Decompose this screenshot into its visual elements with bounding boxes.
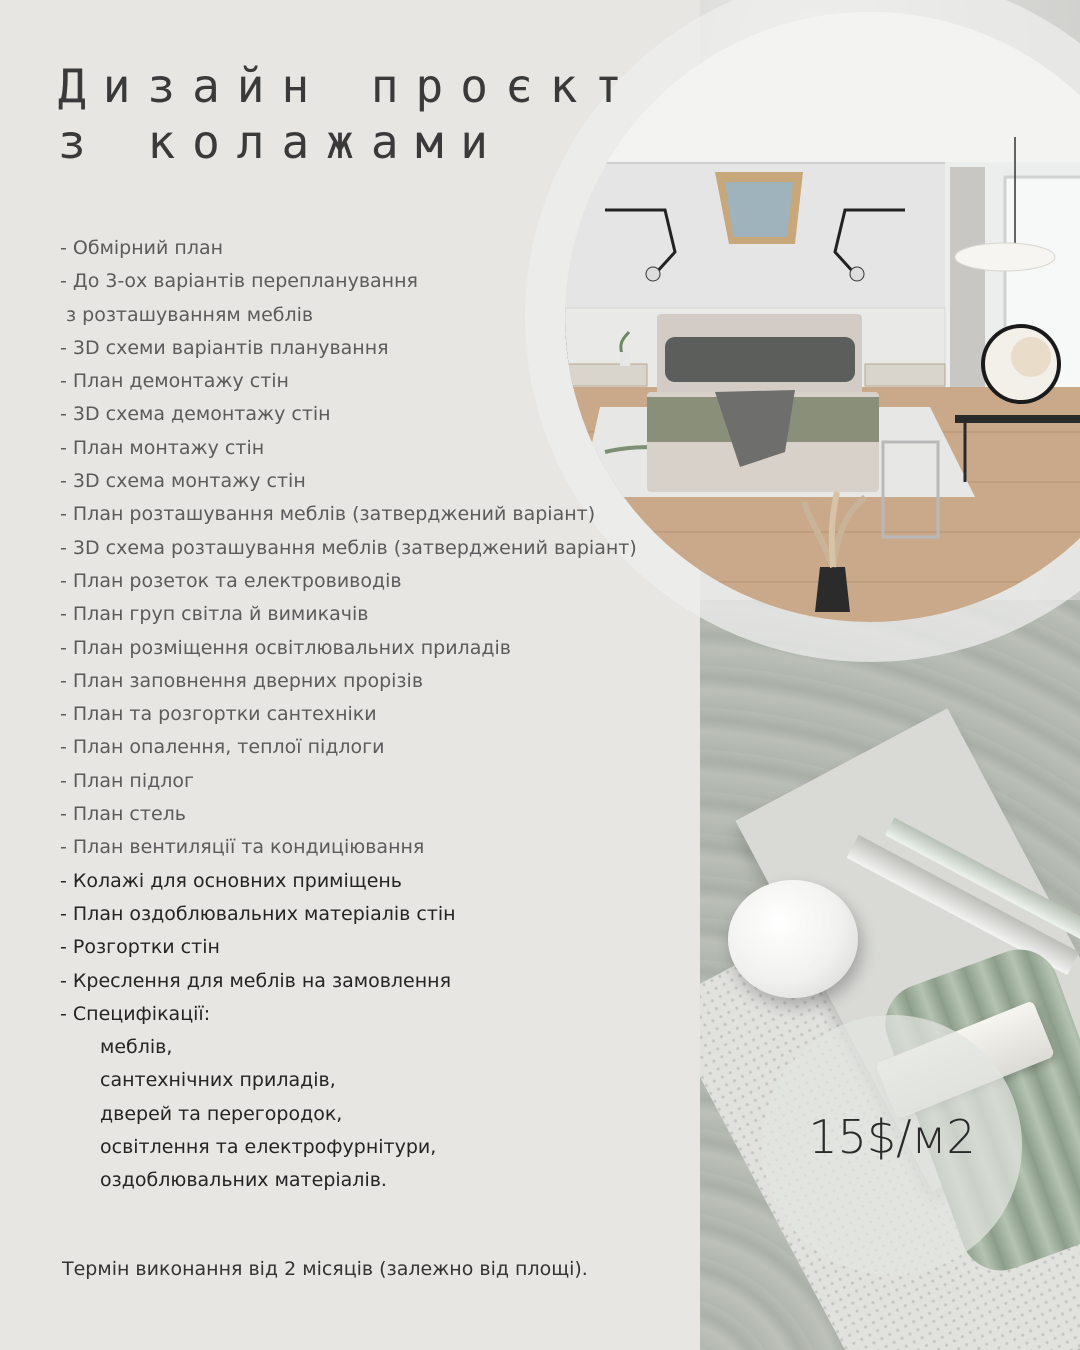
deadline-note: Термін виконання від 2 місяців (залежно від площі). — [62, 1258, 588, 1280]
list-item: - План стель — [60, 803, 186, 826]
list-item: сантехнічних приладів, — [100, 1069, 336, 1092]
list-item: - План підлог — [60, 769, 195, 792]
list-item: - План та розгортки сантехніки — [60, 703, 377, 726]
list-item: - План вентиляції та кондиціювання — [60, 836, 425, 859]
list-item: - Обмірний план — [60, 237, 224, 259]
list-item: - План розміщення освітлювальних приладів — [60, 636, 511, 659]
services-list — [60, 232, 637, 1198]
list-item: - Креслення для меблів на замовлення — [60, 969, 451, 992]
title-line: Дизайн проєкт — [58, 59, 640, 113]
ceramic-sample — [728, 880, 858, 998]
list-item: - План монтажу стін — [60, 436, 265, 459]
price-label: 15$/м2 — [808, 1110, 976, 1164]
list-item: - Специфікації: — [60, 1002, 211, 1025]
list-item: - План груп світла й вимикачів — [60, 603, 369, 626]
title-line: з колажами — [58, 115, 505, 169]
list-item: - 3D схема монтажу стін — [60, 470, 306, 493]
list-item: - План оздоблювальних матеріалів стін — [60, 902, 456, 925]
list-item: оздоблювальних матеріалів. — [100, 1169, 387, 1192]
list-item: - План заповнення дверних прорізів — [60, 669, 424, 692]
list-item: - 3D схема розташування меблів (затверджений варіант) — [60, 536, 637, 559]
list-item: - План розташування меблів (затверджений варіант) — [60, 503, 596, 526]
list-item: з розташуванням меблів — [66, 303, 314, 326]
list-item: - План опалення, теплої підлоги — [60, 736, 385, 759]
page-title — [58, 58, 639, 170]
list-item: - План розеток та електровиводів — [60, 569, 402, 592]
list-item: - До 3-ох варіантів перепланування — [60, 270, 418, 293]
list-item: - 3D схема демонтажу стін — [60, 403, 331, 426]
list-item: - План демонтажу стін — [60, 370, 289, 393]
list-item: - Колажі для основних приміщень — [60, 869, 402, 892]
list-item: дверей та перегородок, — [100, 1102, 343, 1125]
list-item: освітлення та електрофурнітури, — [100, 1136, 437, 1159]
list-item: - 3D схеми варіантів планування — [60, 336, 389, 359]
list-item: меблів, — [100, 1036, 173, 1059]
list-item: - Розгортки стін — [60, 936, 220, 959]
